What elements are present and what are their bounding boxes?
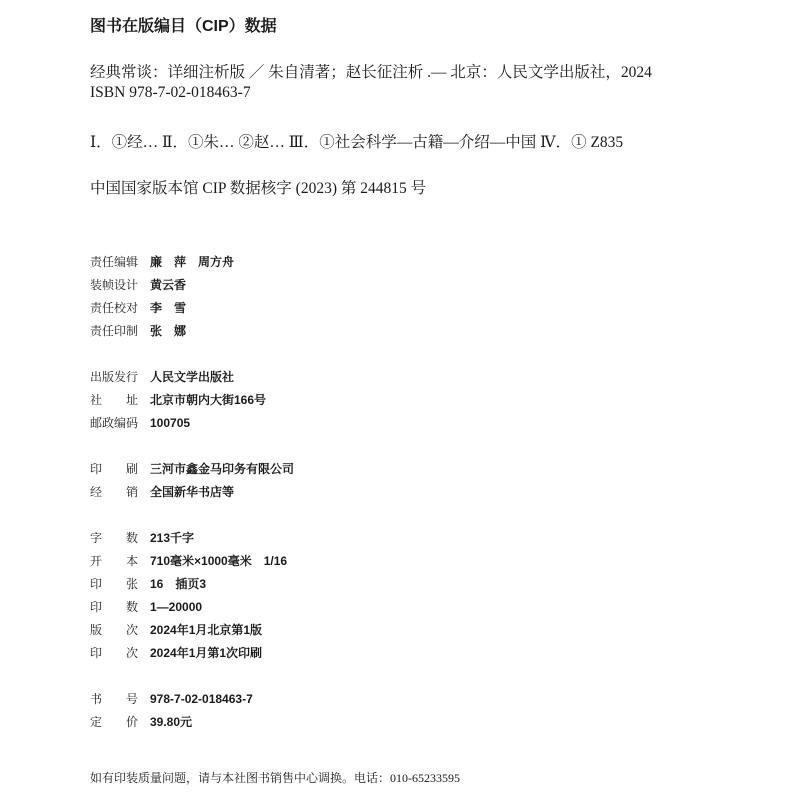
row-value: 2024年1月北京第1版	[150, 623, 263, 637]
colophon-row	[90, 644, 262, 661]
row-label: 书 号	[90, 692, 139, 706]
colophon-row	[90, 276, 186, 293]
colophon-row	[90, 552, 287, 569]
row-label: 责任校对	[90, 301, 139, 315]
row-label: 装帧设计	[90, 278, 139, 292]
row-value: 张 娜	[150, 324, 187, 338]
row-value: 北京市朝内大街166号	[150, 393, 267, 407]
colophon-row	[90, 391, 266, 408]
row-value: 三河市鑫金马印务有限公司	[150, 462, 295, 476]
cip-isbn-line: ISBN 978-7-02-018463-7	[90, 84, 251, 101]
row-label: 责任印制	[90, 324, 139, 338]
row-label: 印 刷	[90, 462, 139, 476]
row-value: 人民文学出版社	[150, 370, 235, 384]
colophon-row	[90, 598, 202, 615]
row-value: 16 插页3	[150, 577, 207, 591]
row-value: 2024年1月第1次印刷	[150, 646, 263, 660]
row-label: 责任编辑	[90, 255, 139, 269]
colophon-row	[90, 299, 186, 316]
row-label: 印 张	[90, 577, 139, 591]
row-label: 版 次	[90, 623, 139, 637]
row-label: 开 本	[90, 554, 139, 568]
row-value: 全国新华书店等	[150, 485, 235, 499]
colophon-row	[90, 621, 262, 638]
row-value: 978-7-02-018463-7	[150, 692, 253, 706]
colophon-row	[90, 483, 234, 500]
quality-contact-note: 如有印装质量问题，请与本社图书销售中心调换。电话：010-65233595	[90, 771, 460, 785]
row-value: 廉 萍 周方舟	[150, 255, 235, 269]
cip-record-number: 中国国家版本馆 CIP 数据核字 (2023) 第 244815 号	[90, 180, 427, 197]
colophon-row	[90, 460, 294, 477]
row-label: 印 次	[90, 646, 139, 660]
row-label: 定 价	[90, 715, 139, 729]
colophon-row	[90, 713, 192, 730]
row-label: 邮政编码	[90, 416, 139, 430]
colophon-row	[90, 690, 253, 707]
row-value: 710毫米×1000毫米 1/16	[150, 554, 288, 568]
cip-entry-line: 经典常谈：详细注析版 ／ 朱自清著；赵长征注析 .— 北京：人民文学出版社，2024	[90, 64, 652, 81]
row-value: 李 雪	[150, 301, 187, 315]
colophon-row	[90, 529, 194, 546]
colophon-row	[90, 414, 190, 431]
row-label: 印 数	[90, 600, 139, 614]
cip-heading: 图书在版编目（CIP）数据	[90, 18, 277, 35]
row-value: 39.80元	[150, 715, 193, 729]
row-value: 213千字	[150, 531, 195, 545]
colophon-row	[90, 322, 186, 339]
row-value: 100705	[150, 416, 191, 430]
row-value: 黄云香	[150, 278, 187, 292]
row-label: 字 数	[90, 531, 139, 545]
row-label: 出版发行	[90, 370, 139, 384]
colophon-row	[90, 368, 234, 385]
colophon-row	[90, 575, 206, 592]
row-label: 社 址	[90, 393, 139, 407]
cip-classification-line: Ⅰ．①经… Ⅱ．①朱… ②赵… Ⅲ．①社会科学—古籍—介绍—中国 Ⅳ．① Z835	[90, 134, 624, 151]
colophon-row	[90, 253, 234, 270]
row-label: 经 销	[90, 485, 139, 499]
row-value: 1—20000	[150, 600, 203, 614]
